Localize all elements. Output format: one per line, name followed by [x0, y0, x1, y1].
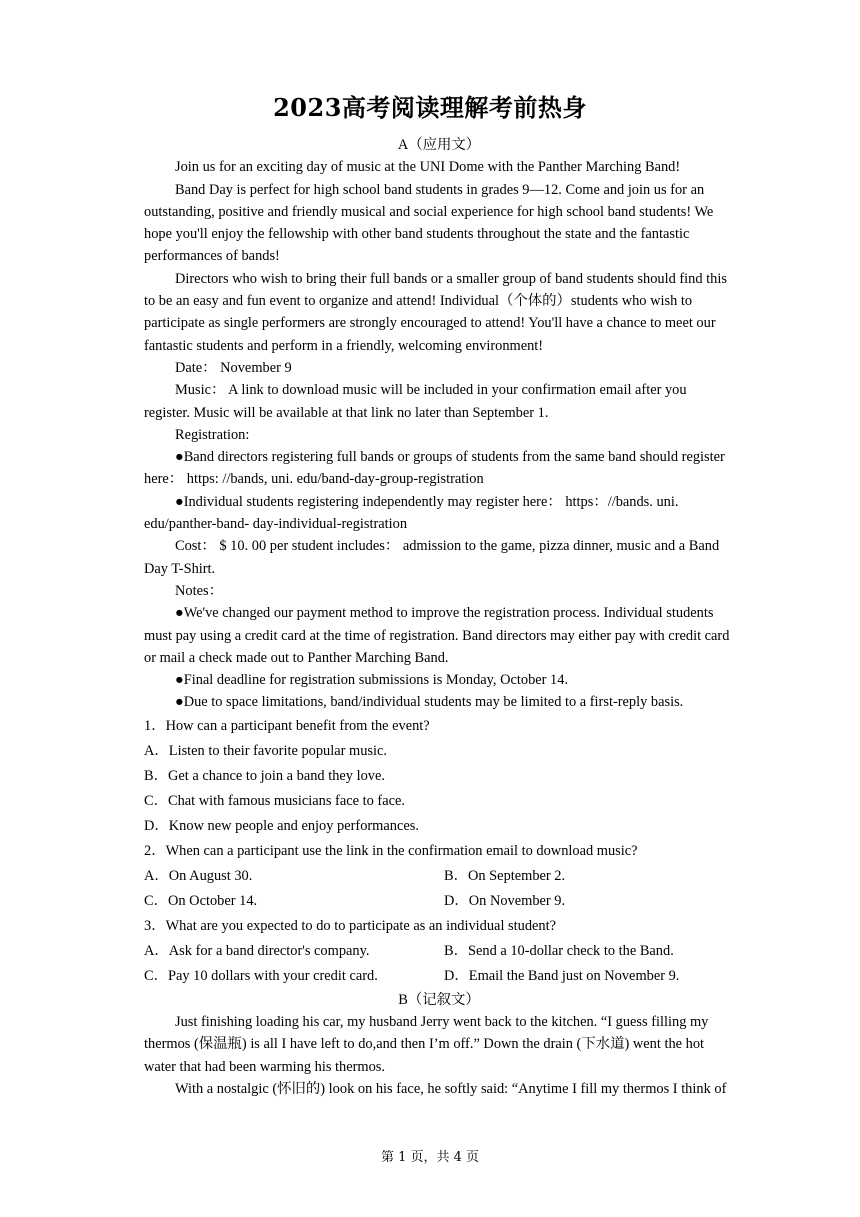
- section-a-heading: A（应用文）: [397, 137, 481, 153]
- question-option: B．On September 2.: [444, 867, 566, 884]
- music-line: Music： A link to download music will be included in your confirmation email after you register. Music will be available at that link no later than September 1.: [144, 382, 687, 421]
- document-title: 2023高考阅读理解考前热身: [273, 93, 587, 122]
- notes-bullet: ●Due to space limitations, band/individual students may be limited to a first-reply basis.: [175, 694, 684, 711]
- paragraph: Directors who wish to bring their full bands or a smaller group of band students should find this to be an easy and fun event to organize and attend! Individual（个体的）students who wish to participate as single performers are strongly encouraged to attend! You'll have a chance to meet our fantastic students and perform in a friendly, welcoming environment!: [144, 270, 727, 354]
- option-row: [144, 889, 734, 914]
- option-row: [144, 864, 734, 889]
- notes-bullet: ●We've changed our payment method to improve the registration process. Individual students must pay using a credit card at the time of registration. Band directors may either pay with credit card or mail a check made out to Panther Marching Band.: [144, 605, 730, 666]
- paragraph: Just finishing loading his car, my husband Jerry went back to the kitchen. “I guess filling my thermos (保温瓶) is all I have left to do,and then I’m off.” Down the drain (下水道) went the hot water that had been warming his thermos.: [144, 1014, 709, 1075]
- question-stem: 3．What are you expected to do to participate as an individual student?: [144, 917, 556, 934]
- question-option: B．Send a 10-dollar check to the Band.: [444, 942, 674, 959]
- notes-bullet: ●Final deadline for registration submissions is Monday, October 14.: [175, 672, 569, 689]
- question-option: B．Get a chance to join a band they love.: [144, 767, 385, 784]
- registration-bullet: ●Individual students registering independently may register here： https：//bands. uni. edu/panther-band- day-individual-registration: [144, 493, 679, 533]
- paragraph: Band Day is perfect for high school band students in grades 9—12. Come and join us for an outstanding, positive and friendly musical and social experience for high school band students! We hope you'll enjoy the fellowship with other band students throughout the state and the fantastic performances of bands!: [144, 181, 714, 265]
- registration-heading: Registration:: [175, 426, 250, 443]
- option-row: [144, 939, 734, 964]
- question-option: C．On October 14.: [144, 892, 258, 909]
- question-option: D．Know new people and enjoy performances.: [144, 817, 419, 834]
- notes-heading: Notes：: [175, 582, 223, 599]
- question-option: D．Email the Band just on November 9.: [444, 967, 680, 984]
- question-option: A．On August 30.: [144, 867, 253, 884]
- cost-line: Cost： $ 10. 00 per student includes： admission to the game, pizza dinner, music and a Band Day T-Shirt.: [144, 538, 720, 577]
- option-row: [144, 964, 734, 989]
- section-b-heading: B（记叙文）: [398, 991, 480, 1008]
- page-footer: 第 1 页，共 4 页: [380, 1150, 480, 1165]
- date-line: Date： November 9: [175, 359, 292, 376]
- paragraph: Join us for an exciting day of music at the UNI Dome with the Panther Marching Band!: [175, 159, 681, 176]
- question-option: A．Ask for a band director's company.: [144, 942, 370, 959]
- registration-bullet: ●Band directors registering full bands or groups of students from the same band should register here： https: //bands, uni. edu/band-day-group-registration: [144, 449, 725, 488]
- question-option: C．Chat with famous musicians face to face.: [144, 792, 405, 809]
- question-stem: 1．How can a participant benefit from the event?: [144, 717, 430, 734]
- question-option: A．Listen to their favorite popular music.: [144, 742, 387, 759]
- question-stem: 2．When can a participant use the link in the confirmation email to download music?: [144, 842, 638, 859]
- paragraph: With a nostalgic (怀旧的) look on his face, he softly said: “Anytime I fill my thermos I think of: [175, 1080, 727, 1097]
- question-option: D．On November 9.: [444, 892, 566, 909]
- document-body: [144, 134, 734, 1100]
- question-option: C．Pay 10 dollars with your credit card.: [144, 967, 378, 984]
